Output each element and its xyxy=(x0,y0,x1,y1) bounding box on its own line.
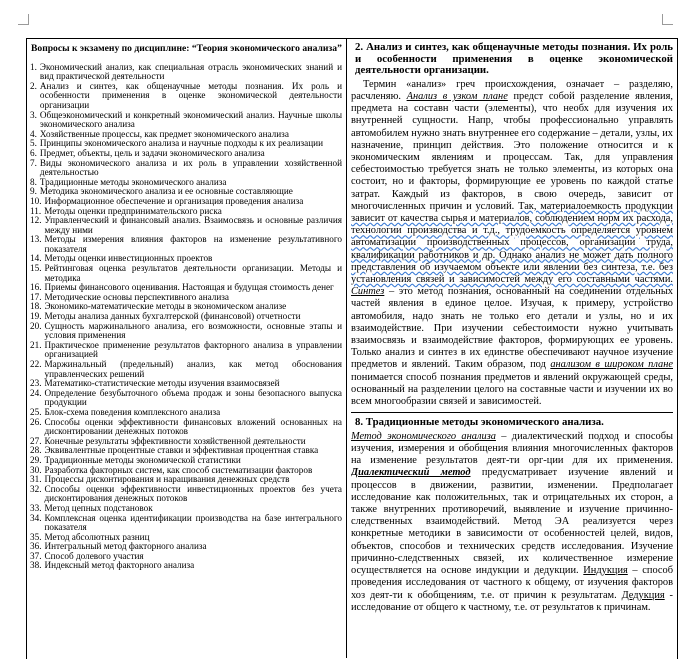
question-number: 18. xyxy=(30,301,42,312)
question-text: Методы оценки инвестиционных проектов xyxy=(44,253,213,264)
question-text: Способы оценки эффективности финансовых вложений основанных на дисконтировании денежных потоков xyxy=(44,416,342,437)
section-2-text-d: Так, материалоемкость продукции зависит от качества сырья и материалов, соблюдением норм их расхода, технологии производства и т.д., трудоемкость определяется уровнем автоматизации производственных процессов, организации труда, квалификации работников и др. Однако анализ не может дать полного представления об изучаемом объекте или явлении без синтеза, т.е. без установления связей и зависимостей между его составными частями. xyxy=(351,200,673,286)
question-text: Сущность маржинального анализа, его возможности, основные этапы и условия применения xyxy=(44,320,342,341)
crop-mark-top-right xyxy=(662,14,673,25)
question-text: Экономический анализ, как специальная отрасль экономических знаний и вид практической деятельности xyxy=(39,61,342,82)
question-number: 7. xyxy=(30,157,37,168)
question-number: 29. xyxy=(30,454,42,465)
question-number: 2. xyxy=(30,80,37,91)
question-text: Индексный метод факторного анализа xyxy=(44,560,195,571)
question-item xyxy=(30,235,342,254)
question-text: Виды экономического анализа и их роль в управлении хозяйственной деятельностью xyxy=(39,157,342,178)
question-text: Способ долевого участия xyxy=(44,550,144,561)
section-8-paragraph xyxy=(351,431,673,614)
question-text: Метод цепных подстановок xyxy=(44,502,153,513)
question-number: 11. xyxy=(30,205,42,216)
question-text: Экономико-математические методы в экономическом анализе xyxy=(44,301,287,312)
question-item xyxy=(30,111,342,130)
question-text: Анализ и синтез, как общенаучные методы познания. Их роль и особенности применения в оценке экономической деятельности организации xyxy=(39,80,342,110)
section-2-text-a: Термин «анализ» греч происхождения, означает – разделяю, расчленяю. xyxy=(351,78,673,102)
question-number: 4. xyxy=(30,128,37,139)
question-number: 10. xyxy=(30,195,42,206)
question-number: 37. xyxy=(30,550,42,561)
questions-title: Вопросы к экзамену по дисциплине: “Теория экономического анализа” xyxy=(31,43,342,54)
question-item xyxy=(30,418,342,437)
section-2-paragraph xyxy=(351,79,673,408)
question-item xyxy=(30,389,342,408)
question-text: Методы оценки предпринимательского риска xyxy=(44,205,222,216)
question-number: 13. xyxy=(30,234,42,245)
section-2-term-narrow: Анализ в узком плане xyxy=(406,90,508,102)
question-item xyxy=(30,322,342,341)
question-number: 34. xyxy=(30,512,42,523)
question-number: 33. xyxy=(30,502,42,513)
section-8-title: 8. Традиционные методы экономического анализа. xyxy=(355,416,604,429)
column-divider xyxy=(346,38,347,658)
question-text: Рейтинговая оценка результатов деятельности организации. Методы и методика xyxy=(44,263,342,283)
question-item xyxy=(30,485,342,504)
section-2-title: 2. Анализ и синтез, как общенаучные методы познания. Их роль и особенности применения в оценке экономической деятельности организации. xyxy=(355,41,673,77)
question-text: Хозяйственные процессы, как предмет экономического анализа xyxy=(39,128,289,139)
question-number: 23. xyxy=(30,378,42,389)
question-item xyxy=(30,159,342,178)
question-text: Математико-статистические методы изучения взаимосвязей xyxy=(44,378,280,389)
section-2-term-synthesis: Синтез xyxy=(351,286,385,298)
question-number: 14. xyxy=(30,253,42,264)
question-text: Информационное обеспечение и организация проведения анализа xyxy=(44,195,304,206)
question-number: 1. xyxy=(30,61,37,72)
question-number: 32. xyxy=(30,483,42,494)
question-number: 16. xyxy=(30,282,42,293)
question-number: 24. xyxy=(30,387,42,398)
question-text: Общеэкономический и конкретный экономический анализ. Научные школы экономического анализа xyxy=(39,109,342,130)
question-number: 5. xyxy=(30,138,37,149)
question-text: Разработка факторных систем, как способ систематизации факторов xyxy=(44,464,313,475)
section-8-text-d: предусматривает изучение явлений и процессов в движении, развитии, изменении. Предполагает исследование как положительных, так и отрицательных их сторон, а также внутренних противоречий, выявление и изучение причинно-следственных взаимодействий. Метод ЭА реализуется через конкретные методики в зависимости от особенностей целей, видов, объектов, способов и технических средств исследования. Изучение причинно-следственных связей, их количественное измерение осуществляется на основе индукции и дедукции. xyxy=(351,467,673,577)
section-2-term-wide: анализом в широком плане xyxy=(550,359,673,371)
question-number: 26. xyxy=(30,416,42,427)
questions-column xyxy=(30,40,342,571)
question-text: Комплексная оценка идентификации производства на базе интегрального показателя xyxy=(44,512,342,533)
question-text: Практическое применение результатов факторного анализа в управлении организацией xyxy=(44,339,342,360)
question-text: Управленческий и финансовый анализ. Взаимосвязь и основные различия между ними xyxy=(44,215,342,235)
question-number: 6. xyxy=(30,147,37,158)
question-item xyxy=(30,341,342,360)
question-text: Принципы экономического анализа и научные подходы к их реализации xyxy=(39,138,323,149)
question-number: 8. xyxy=(30,176,37,187)
question-number: 35. xyxy=(30,531,42,542)
answers-column xyxy=(351,40,673,614)
question-text: Конечные результаты эффективности хозяйственной деятельности xyxy=(44,435,306,446)
question-text: Методические основы перспективного анализа xyxy=(44,291,229,302)
section-8-text-b: – диалектический подход и способы изучения, измерения и обобщения влияния многочисленных факторов на изменение результатов деят-ти орг-ции для их применения. xyxy=(351,430,673,467)
section-separator xyxy=(351,412,673,413)
question-number: 9. xyxy=(30,186,37,197)
question-text: Блок-схема поведения комплексного анализа xyxy=(44,406,221,417)
question-number: 31. xyxy=(30,474,42,485)
question-text: Определение безубыточного объема продаж и зоны безопасного выпуска продукции xyxy=(44,387,342,408)
question-item xyxy=(30,82,342,111)
section-2-text-g: – это метод познания, основанный на соединении отдельных частей явления в единое целое. Изучая, к примеру, устройство автомобиля, надо знать не только его детали и узлы, но и их взаимодействие. При изучении себестоимости нужно учитывать взаимосвязь и взаимодействие факторов, формирующих ее уровень. Только анализ и синтез в их единстве обеспечивают научное изучение предметов и явлений. Таким образом, под xyxy=(351,286,673,371)
question-number: 36. xyxy=(30,541,42,552)
question-number: 25. xyxy=(30,406,42,417)
question-text: Традиционные методы экономической статистики xyxy=(44,454,241,465)
section-8-term-method: Метод экономического анализа xyxy=(351,430,496,442)
question-number: 19. xyxy=(30,311,42,322)
section-8-text-f: – способ проведения исследования от частного к общему, от изучения факторов хоз деят-ти к обобщениям, т.е. от причин к результатам. xyxy=(351,565,673,601)
questions-list xyxy=(30,63,342,571)
section-8-term-dialectic: Диалектический метод xyxy=(351,467,471,479)
question-text: Метод абсолютных разниц xyxy=(44,531,150,542)
question-number: 17. xyxy=(30,291,42,302)
question-text: Традиционные методы экономического анализа xyxy=(39,176,227,187)
section-2-text-c: предст собой разделение явления, предмета на составн части (элементы), что необх для изучения их внутренней сущности. Напр, чтобы профессионально управлять автомобилем нужно знать внутреннее его содержание – детали, узлы, их назначение, принцип действия. Это положение относится и к экономическим явлениям и процессам. Так, для управления себестоимостью требуется знать не только элементы, из которых она состоит, но и факторы, формирующие ее уровень по каждой статье затрат. Каждый из факторов, в свою очередь, зависит от многочисленных причин и условий. xyxy=(351,90,673,212)
question-text: Маржинальный (предельный) анализ, как метод обоснования управленческих решений xyxy=(44,359,342,379)
question-text: Методы анализа данных бухгалтерской (финансовой) отчетности xyxy=(44,311,301,322)
question-number: 28. xyxy=(30,445,42,456)
question-text: Методика экономического анализа и ее основные составляющие xyxy=(39,186,293,197)
question-item xyxy=(30,561,342,571)
question-number: 3. xyxy=(30,109,37,120)
question-item xyxy=(30,360,342,379)
crop-mark-top-left xyxy=(18,14,29,25)
question-text: Процессы дисконтирования и наращивания денежных средств xyxy=(44,474,290,485)
question-number: 20. xyxy=(30,320,42,331)
question-text: Интегральный метод факторного анализа xyxy=(44,541,207,552)
section-8-text-h: - исследование от общего к частному, т.е. от результатов к причинам. xyxy=(351,589,673,613)
question-number: 21. xyxy=(30,339,42,350)
section-2-text-i: понимается способ познания предметов и явлений окружающей среды, основанный на разделении целого на составные части и изучении их во всем многообразии связей и зависимостей. xyxy=(351,371,673,408)
question-number: 27. xyxy=(30,435,42,446)
question-number: 12. xyxy=(30,215,42,226)
question-number: 15. xyxy=(30,263,42,274)
question-text: Эквивалентные процентные ставки и эффективная процентная ставка xyxy=(44,445,319,456)
question-item xyxy=(30,216,342,235)
question-text: Способы оценки эффективности инвестиционных проектов без учета дисконтирования денежных потоков xyxy=(44,483,342,504)
question-text: Приемы финансового оценивания. Настоящая и будущая стоимость денег xyxy=(44,282,334,293)
question-item xyxy=(30,264,342,283)
question-number: 22. xyxy=(30,359,42,369)
question-number: 38. xyxy=(30,560,42,571)
question-text: Предмет, объекты, цель и задачи экономического анализа xyxy=(39,147,265,158)
question-number: 30. xyxy=(30,464,42,475)
section-8-term-deduction: Дедукция xyxy=(621,589,665,601)
question-text: Методы измерения влияния факторов на изменение результативного показателя xyxy=(44,234,342,254)
question-item xyxy=(30,63,342,82)
question-item xyxy=(30,514,342,533)
section-8-term-induction: Индукция xyxy=(583,565,628,577)
